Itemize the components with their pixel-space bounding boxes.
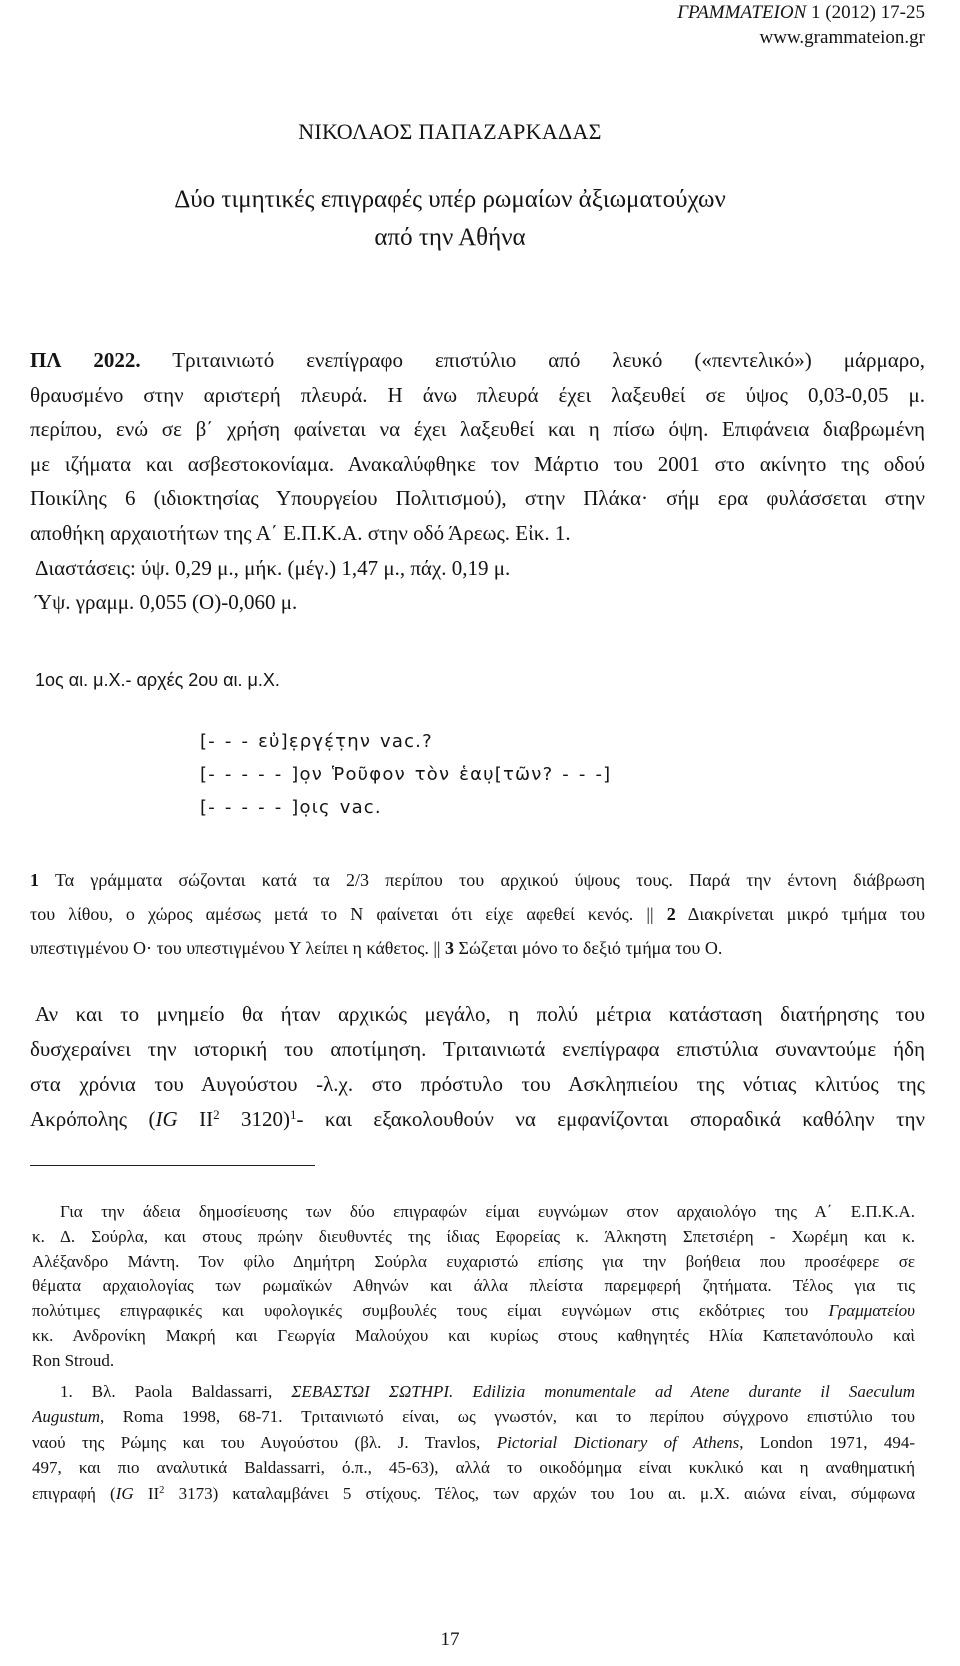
page-number: 17 — [440, 1629, 460, 1650]
corpus-abbrev: IG — [115, 1483, 134, 1503]
footnote-text: 3173) καταλαμβάνει 5 στίχους. Τέλος, των αρχών του 1ου αι. μ.Χ. αιώνα είναι, σύμφωνα — [164, 1483, 915, 1503]
journal-header — [677, 0, 925, 50]
title-line: Δύο τιμητικές επιγραφές υπέρ ρωμαίων ἀξιωματούχων — [174, 186, 726, 213]
book-title: Pictorial Dictionary of Athens — [496, 1432, 740, 1452]
footnote-line: κ. Δ. Σούρλα, και στους πρώην διευθυντές της ίδιας Εφορείας κ. Άλκηστη Σπετσιέρη - Χωρέμη και κ. — [32, 1226, 915, 1246]
title-line: από την Αθήνα — [374, 224, 526, 251]
apparatus-line — [30, 931, 925, 965]
footnote-line — [32, 1404, 915, 1429]
entry-line: Ποικίλης 6 (ιδιοκτησίας Υπουργείου Πολιτισμού), στην Πλάκα· σήμ ερα φυλάσσεται στην — [30, 486, 925, 511]
footnote-line — [32, 1430, 915, 1455]
inscription-date: 1ος αι. μ.Χ.- αρχές 2ου αι. μ.Χ. — [35, 670, 280, 690]
letter-height: Ύψ. γραμμ. 0,055 (Ο)-0,060 μ. — [35, 590, 298, 615]
journal-citation — [677, 0, 925, 25]
apparatus-text: Σώζεται μόνο το δεξιό τμήμα του Ο. — [454, 938, 723, 958]
inscription-line: [- - - - - ]ο̣ις vac. — [200, 797, 382, 818]
footnote-line: θέματα αρχαιολογίας των ρωμαϊκών Αθηνών και άλλα πλείστα παρεμφερή ζητήματα. Τέλος για τις — [32, 1276, 915, 1296]
footnote-line — [32, 1379, 915, 1404]
apparatus-line — [30, 863, 925, 897]
dimensions: Διαστάσεις: ύψ. 0,29 μ., μήκ. (μέγ.) 1,47 μ., πάχ. 0,19 μ. — [35, 555, 511, 580]
commentary-paragraph — [30, 997, 925, 1137]
commentary-line: στα χρόνια του Αυγούστου -λ.χ. στο πρόστυλο του Ασκληπιείου της νότιας κλιτύος της — [30, 1072, 925, 1096]
footnote-line — [32, 1299, 915, 1324]
inscription-text — [200, 725, 611, 824]
footnote-line: 497, και πιο αναλυτικά Baldassarri, ό.π., 45-63), αλλά το οικοδόμημα είναι κυκλικό και η αναθηματική — [32, 1458, 915, 1478]
journal-name: ΓΡΑΜΜΑΤΕΙΟΝ — [677, 2, 807, 23]
footnote-line: Ron Stroud. — [32, 1350, 115, 1370]
commentary-line: Αν και το μνημείο θα ήταν αρχικώς μεγάλο, η πολύ μέτρια κατάσταση διατήρησης του — [35, 1002, 925, 1026]
entry-line: με ιζήματα και ασβεστοκονίαμα. Ανακαλύφθηκε τον Μάρτιο του 2001 στο ακίνητο της οδού — [30, 451, 925, 476]
apparatus-line-number: 3 — [445, 938, 455, 958]
apparatus-line-number: 1 — [30, 870, 39, 890]
footnote-text: 1. Βλ. Paola Baldassarri, — [60, 1382, 273, 1401]
footnote-line: Για την άδεια δημοσίευσης των δύο επιγραφών είμαι ευγνώμων στον αρχαιολόγο της Α΄ Ε.Π.Κ.Α. — [60, 1202, 915, 1221]
entry-line: θραυσμένο στην αριστερή πλευρά. Η άνω πλευρά έχει λαξευθεί σε ύψος 0,03-0,05 μ. — [30, 382, 925, 407]
critical-apparatus — [30, 863, 925, 965]
apparatus-text: υπεστιγμένου Ο· του υπεστιγμένου Υ λείπει η κάθετος. — [30, 938, 429, 958]
footnote-line — [32, 1481, 915, 1506]
apparatus-separator: || — [433, 938, 441, 958]
apparatus-text: Τα γράμματα σώζονται κατά τα 2/3 περίπου του αρχικού ύψους τους. Παρά την έντονη διάβρωση — [39, 870, 925, 890]
footnote-line: Αλέξανδρο Μάντη. Τον φίλο Δημήτρη Σούρλα ευχαριστώ επίσης για την βοήθεια που προσέφερε σε — [32, 1251, 915, 1271]
apparatus-line-number: 2 — [666, 904, 676, 924]
book-title: Augustum — [32, 1407, 100, 1427]
apparatus-line — [30, 897, 925, 931]
entry-line: περίπου, ενώ σε β΄ χρήση φαίνεται να έχει λαξευθεί και η πίσω όψη. Επιφάνεια διαβρωμένη — [30, 417, 925, 442]
footnote-text: , London 1971, 494- — [739, 1432, 915, 1452]
journal-issue: 1 (2012) 17-25 — [811, 2, 925, 23]
entry-line: αποθήκη αρχαιοτήτων της Α΄ Ε.Π.Κ.Α. στην οδό Άρεως. Εἰκ. 1. — [30, 520, 571, 545]
corpus-edition: 2 — [159, 1484, 165, 1496]
article-author: ΝΙΚΟΛΑΟΣ ΠΑΠΑΖΑΡΚΑΔΑΣ — [298, 119, 602, 144]
corpus-number: 3120) — [219, 1107, 291, 1131]
footnote-line: κκ. Ανδρονίκη Μακρή και Γεωργία Μαλούχου και κυρίως στους καθηγητές Ηλία Καπετανόπουλο καὶ — [32, 1325, 915, 1345]
commentary-text: - και εξακολουθούν να εμφανίζονται σποραδικά καθόλην την — [296, 1107, 925, 1131]
journal-website: www.grammateion.gr — [759, 27, 925, 48]
corpus-volume: II — [133, 1483, 160, 1503]
acknowledgment-footnote — [32, 1200, 915, 1374]
catalogue-entry — [30, 343, 925, 620]
footnote-rule — [30, 1165, 315, 1166]
footnote-text: επιγραφή ( — [32, 1483, 116, 1503]
corpus-abbrev: IG — [155, 1107, 178, 1131]
footnote-text: ναού της Ρώμης και του Αυγούστου (βλ. J. Travlos, — [32, 1432, 481, 1452]
apparatus-text: Διακρίνεται μικρό τμήμα του — [675, 904, 925, 924]
commentary-line: δυσχεραίνει την ιστορική του αποτίμηση. Τριταινιωτά ενεπίγραφα επιστύλια συναντούμε ήδη — [30, 1037, 925, 1061]
book-title: ΣΕΒΑΣΤΩΙ ΣΩΤΗΡΙ. Edilizia monumentale ad Atene durante il Saeculum — [291, 1382, 915, 1401]
footnote-ref: 1 — [290, 1106, 297, 1122]
commentary-text: Ακρόπολης ( — [30, 1107, 156, 1131]
footnote-text: πολύτιμες επιγραφικές και υφολογικές συμβουλές τους είμαι ευγνώμων στις εκδότριες του — [32, 1301, 809, 1321]
inscription-line: [- - - εὐ]ε̣ργ̣έ̣τ̣ην vac.? — [200, 731, 433, 752]
corpus-volume: II — [177, 1107, 214, 1131]
entry-line — [30, 343, 925, 378]
footnote-1 — [32, 1379, 915, 1506]
apparatus-separator: || — [646, 904, 654, 924]
footnote-text: , Roma 1998, 68-71. Τριταινιωτό είναι, ως γνωστόν, και το περίπου σύγχρονο επιστύλιο του — [100, 1407, 915, 1427]
commentary-line — [30, 1102, 925, 1137]
corpus-edition: 2 — [213, 1106, 220, 1122]
article-title — [0, 181, 900, 257]
apparatus-text: του λίθου, ο χώρος αμέσως μετά το Ν φαίνεται ότι είχε αφεθεί κενός. — [30, 904, 634, 924]
entry-line-text: Τριταινιωτό ενεπίγραφο επιστύλιο από λευκό («πεντελικό») μάρμαρο, — [172, 348, 925, 372]
catalogue-number: ΠΛ 2022. — [30, 348, 141, 372]
inscription-line: [- - - - - ]ο̣ν Ῥοῦφον τὸν ἑαυ̣[τῶν? - - -] — [200, 764, 612, 785]
journal-title-italic: Γραμματείου — [828, 1301, 915, 1321]
